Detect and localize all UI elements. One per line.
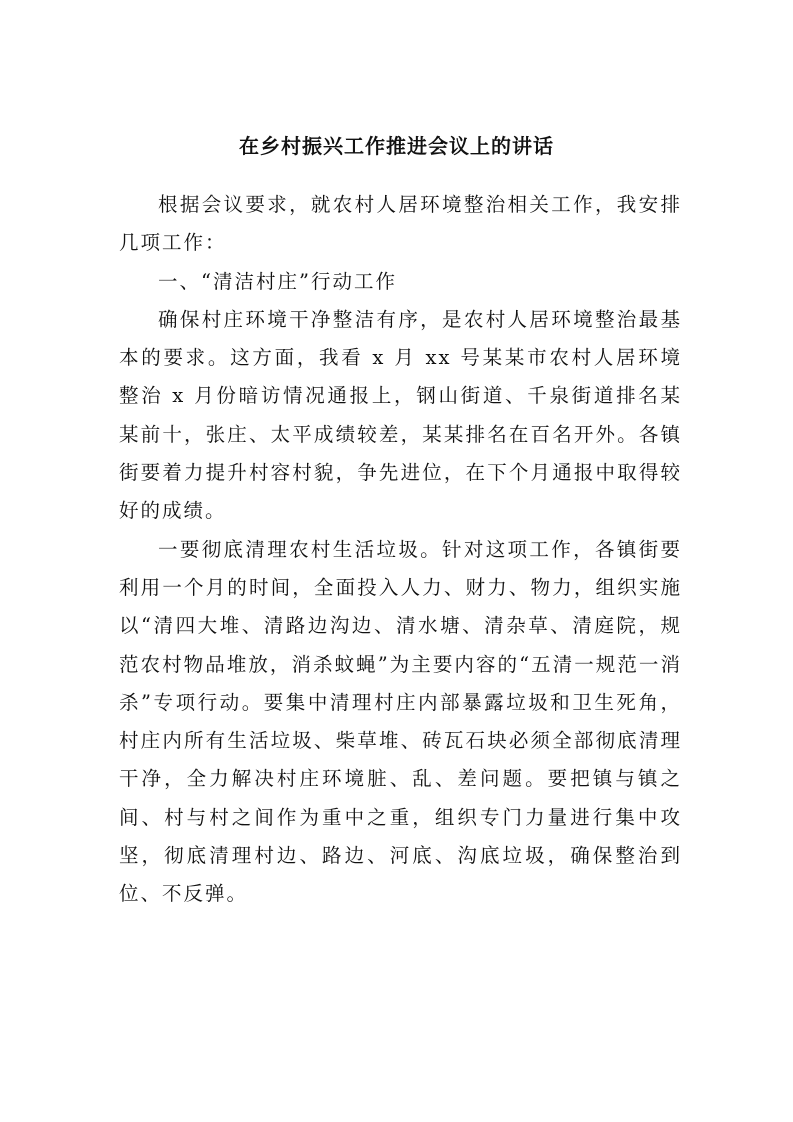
paragraph-village-environment: 确保村庄环境干净整洁有序，是农村人居环境整治最基本的要求。这方面，我看 x 月 xx 号某某市农村人居环境整治 x 月份暗访情况通报上，钢山街道、千泉街道排名某某前十，张庄、太平成绩较差，某某排名在百名开外。各镇街要着力提升村容村貌，争先进位，在下个月通报中取得较好的成绩。 [119,307,682,523]
paragraph-garbage-cleanup: 一要彻底清理农村生活垃圾。针对这项工作，各镇街要利用一个月的时间，全面投入人力、财力、物力，组织实施以“清四大堆、清路边沟边、清水塘、清杂草、清庭院，规范农村物品堆放，消杀蚊蝇”为主要内容的“五清一规范一消杀”专项行动。要集中清理村庄内部暴露垃圾和卫生死角，村庄内所有生活垃圾、柴草堆、砖瓦石块必须全部彻底清理干净，全力解决村庄环境脏、乱、差问题。要把镇与镇之间、村与村之间作为重中之重，组织专门力量进行集中攻坚，彻底清理村边、路边、河底、沟底垃圾，确保整治到位、不反弹。 [119,537,682,906]
document-body [119,186,682,914]
section-heading-1: 一、“清洁村庄”行动工作 [158,269,397,293]
document-title: 在乡村振兴工作推进会议上的讲话 [239,134,554,158]
paragraph-intro: 根据会议要求，就农村人居环境整治相关工作，我安排几项工作： [119,193,682,255]
